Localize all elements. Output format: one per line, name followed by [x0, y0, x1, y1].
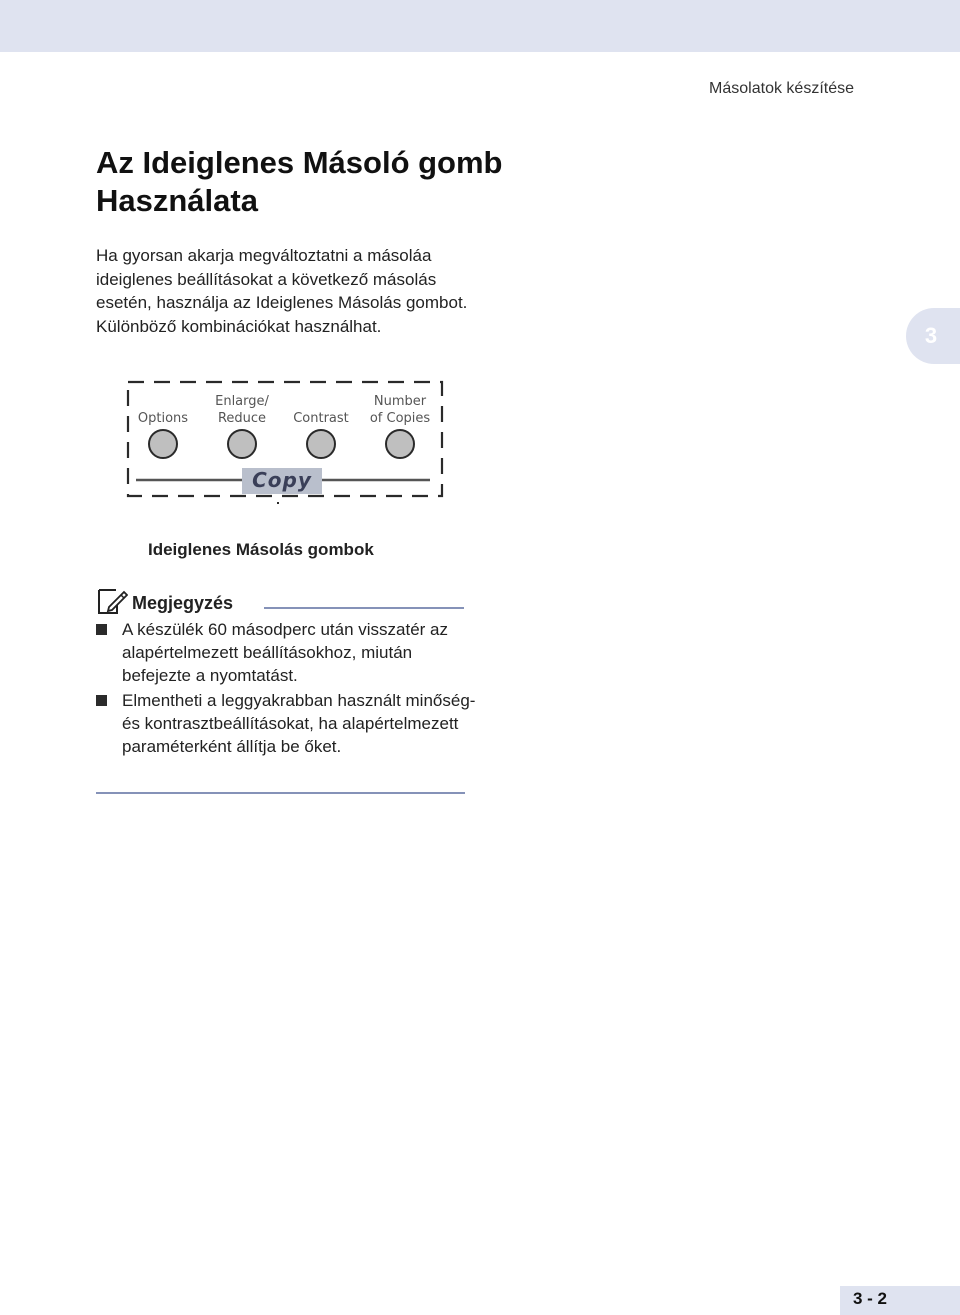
note-item-text: Elmentheti a leggyakrabban használt minőség- és kontrasztbeállításokat, ha alapértelmezett paraméterként állítja be őket. — [122, 691, 476, 756]
number-of-copies-button[interactable] — [386, 430, 414, 458]
running-header: Másolatok készítése — [709, 80, 854, 97]
intro-paragraph: Ha gyorsan akarja megváltoztatni a másoláa ideiglenes beállításokat a következő másolás esetén, használja az Ideiglenes Másolás gombot. Különböző kombinációkat használhat. — [96, 246, 468, 336]
note-item-text: A készülék 60 másodperc után visszatér az alapértelmezett beállításokhoz, miután befejezte a nyomtatást. — [122, 620, 448, 685]
contrast-button[interactable] — [307, 430, 335, 458]
square-bullet-icon — [96, 695, 107, 706]
copy-panel-figure — [120, 374, 450, 509]
figure-caption: Ideiglenes Másolás gombok — [148, 540, 374, 559]
options-button[interactable] — [149, 430, 177, 458]
enlarge-label-line1: Enlarge/ — [215, 394, 269, 409]
number-label-line1: Number — [373, 394, 427, 409]
note-header — [96, 586, 466, 618]
enlarge-reduce-button[interactable] — [228, 430, 256, 458]
note-pencil-icon — [96, 586, 128, 616]
note-bottom-rule — [96, 792, 465, 794]
number-label-line2: of Copies — [369, 411, 431, 426]
options-label: Options — [137, 411, 189, 426]
enlarge-label-line2: Reduce — [217, 411, 267, 426]
copy-label: Copy — [252, 468, 312, 492]
note-top-rule — [264, 607, 464, 609]
chapter-number: 3 — [924, 323, 938, 348]
note-item — [96, 689, 476, 758]
section-title: Az Ideiglenes Másoló gomb Használata — [96, 145, 503, 218]
contrast-label: Contrast — [293, 411, 349, 426]
note-list — [96, 618, 476, 760]
note-title: Megjegyzés — [132, 593, 234, 613]
page-number: 3 - 2 — [853, 1289, 888, 1308]
chapter-tab — [906, 308, 960, 364]
top-band — [0, 0, 960, 52]
square-bullet-icon — [96, 624, 107, 635]
note-item — [96, 618, 476, 687]
copy-panel-svg — [120, 374, 450, 504]
